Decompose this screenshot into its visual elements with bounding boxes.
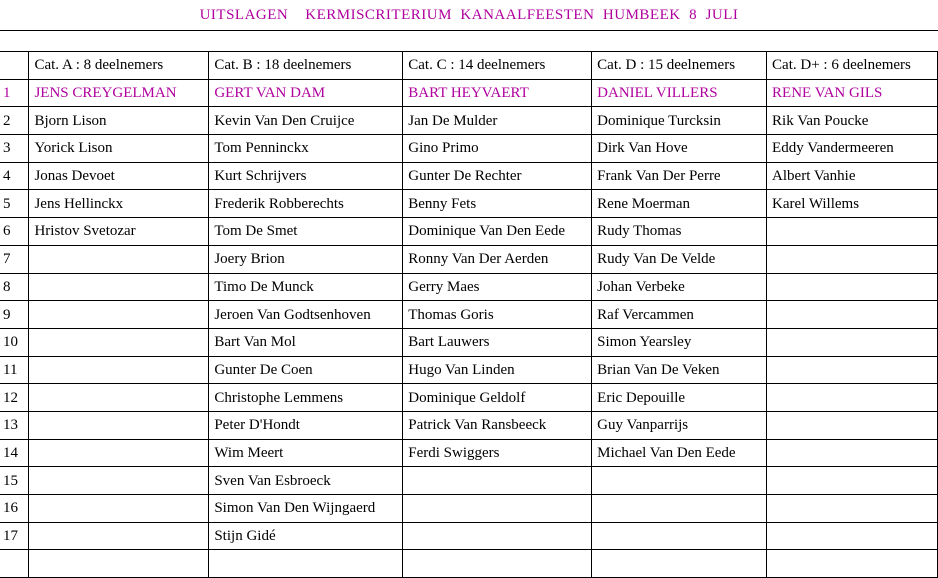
rider-name-cell [767, 245, 938, 273]
rider-name-cell [29, 495, 209, 523]
rider-name-cell [767, 411, 938, 439]
rank-cell: 4 [0, 162, 29, 190]
rider-name-cell [29, 245, 209, 273]
rider-name-cell [592, 467, 767, 495]
rider-name-cell: RENE VAN GILS [767, 79, 938, 107]
rank-cell: 3 [0, 135, 29, 163]
rider-name-cell: Eric Depouille [592, 384, 767, 412]
rider-name-cell [767, 439, 938, 467]
rider-name-cell [767, 495, 938, 523]
table-row [0, 328, 938, 356]
rank-cell: 10 [0, 328, 29, 356]
rank-cell: 6 [0, 218, 29, 246]
rider-name-cell: Joery Brion [209, 245, 403, 273]
rider-name-cell [767, 218, 938, 246]
rider-name-cell: Peter D'Hondt [209, 411, 403, 439]
rider-name-cell: Raf Vercammen [592, 301, 767, 329]
rider-name-cell: Hristov Svetozar [29, 218, 209, 246]
rider-name-cell: Kurt Schrijvers [209, 162, 403, 190]
table-row [0, 384, 938, 412]
rider-name-cell: Bart Van Mol [209, 328, 403, 356]
rider-name-cell: Gerry Maes [403, 273, 592, 301]
rider-name-cell: Gunter De Coen [209, 356, 403, 384]
table-row [0, 190, 938, 218]
table-row [0, 411, 938, 439]
rank-cell: 1 [0, 79, 29, 107]
rider-name-cell: Timo De Munck [209, 273, 403, 301]
rider-name-cell: Brian Van De Veken [592, 356, 767, 384]
rider-name-cell: Tom De Smet [209, 218, 403, 246]
rider-name-cell: Kevin Van Den Cruijce [209, 107, 403, 135]
category-header: Cat. C : 14 deelnemers [403, 52, 592, 80]
rider-name-cell: Eddy Vandermeeren [767, 135, 938, 163]
rider-name-cell [403, 495, 592, 523]
table-row [0, 273, 938, 301]
rider-name-cell: Simon Van Den Wijngaerd [209, 495, 403, 523]
rider-name-cell: Dominique Van Den Eede [403, 218, 592, 246]
category-header: Cat. A : 8 deelnemers [29, 52, 209, 80]
rider-name-cell [403, 522, 592, 550]
table-row [0, 245, 938, 273]
rider-name-cell [29, 411, 209, 439]
header-row [0, 52, 938, 80]
rank-header [0, 52, 29, 80]
rider-name-cell [29, 384, 209, 412]
rider-name-cell [29, 301, 209, 329]
rider-name-cell [29, 550, 209, 578]
category-header: Cat. D : 15 deelnemers [592, 52, 767, 80]
rider-name-cell: Johan Verbeke [592, 273, 767, 301]
rider-name-cell: Jens Hellinckx [29, 190, 209, 218]
rider-name-cell: Rudy Van De Velde [592, 245, 767, 273]
rider-name-cell: GERT VAN DAM [209, 79, 403, 107]
rank-cell [0, 550, 29, 578]
table-row [0, 79, 938, 107]
rider-name-cell: Yorick Lison [29, 135, 209, 163]
rank-cell: 7 [0, 245, 29, 273]
rank-cell: 9 [0, 301, 29, 329]
rider-name-cell: Thomas Goris [403, 301, 592, 329]
rider-name-cell [767, 384, 938, 412]
rider-name-cell: Patrick Van Ransbeeck [403, 411, 592, 439]
rider-name-cell: JENS CREYGELMAN [29, 79, 209, 107]
rider-name-cell [767, 273, 938, 301]
rider-name-cell: Bart Lauwers [403, 328, 592, 356]
title-divider [0, 30, 938, 31]
rank-cell: 14 [0, 439, 29, 467]
rider-name-cell: Frank Van Der Perre [592, 162, 767, 190]
rider-name-cell: Sven Van Esbroeck [209, 467, 403, 495]
rider-name-cell [29, 356, 209, 384]
rider-name-cell: Gino Primo [403, 135, 592, 163]
rider-name-cell: Rik Van Poucke [767, 107, 938, 135]
rider-name-cell: BART HEYVAERT [403, 79, 592, 107]
rider-name-cell: Michael Van Den Eede [592, 439, 767, 467]
rider-name-cell: Jan De Mulder [403, 107, 592, 135]
rider-name-cell: DANIEL VILLERS [592, 79, 767, 107]
rider-name-cell [767, 356, 938, 384]
category-header: Cat. D+ : 6 deelnemers [767, 52, 938, 80]
rank-cell: 15 [0, 467, 29, 495]
rider-name-cell [767, 522, 938, 550]
rider-name-cell: Stijn Gidé [209, 522, 403, 550]
rank-cell: 2 [0, 107, 29, 135]
rider-name-cell: Karel Willems [767, 190, 938, 218]
rider-name-cell [592, 522, 767, 550]
rider-name-cell [592, 495, 767, 523]
rider-name-cell: Tom Penninckx [209, 135, 403, 163]
rider-name-cell [767, 550, 938, 578]
rank-cell: 12 [0, 384, 29, 412]
rider-name-cell [29, 522, 209, 550]
rider-name-cell [209, 550, 403, 578]
rank-cell: 17 [0, 522, 29, 550]
table-row [0, 356, 938, 384]
rank-cell: 5 [0, 190, 29, 218]
rider-name-cell [767, 467, 938, 495]
table-row [0, 550, 938, 578]
rank-cell: 8 [0, 273, 29, 301]
rank-cell: 13 [0, 411, 29, 439]
rider-name-cell: Simon Yearsley [592, 328, 767, 356]
rank-cell: 16 [0, 495, 29, 523]
rider-name-cell: Wim Meert [209, 439, 403, 467]
results-table [0, 51, 938, 578]
rider-name-cell: Bjorn Lison [29, 107, 209, 135]
table-row [0, 522, 938, 550]
rider-name-cell [29, 467, 209, 495]
rider-name-cell [29, 439, 209, 467]
table-row [0, 107, 938, 135]
rider-name-cell [767, 301, 938, 329]
table-row [0, 135, 938, 163]
rank-cell: 11 [0, 356, 29, 384]
rider-name-cell [403, 550, 592, 578]
rider-name-cell: Gunter De Rechter [403, 162, 592, 190]
rider-name-cell: Dominique Geldolf [403, 384, 592, 412]
table-row [0, 218, 938, 246]
table-row [0, 467, 938, 495]
rider-name-cell: Guy Vanparrijs [592, 411, 767, 439]
rider-name-cell [29, 328, 209, 356]
rider-name-cell: Frederik Robberechts [209, 190, 403, 218]
page-title: UITSLAGEN KERMISCRITERIUM KANAALFEESTEN HUMBEEK 8 JULI [199, 7, 739, 23]
rider-name-cell: Jonas Devoet [29, 162, 209, 190]
rider-name-cell: Ronny Van Der Aerden [403, 245, 592, 273]
rider-name-cell [403, 467, 592, 495]
table-row [0, 301, 938, 329]
rider-name-cell: Ferdi Swiggers [403, 439, 592, 467]
rider-name-cell: Jeroen Van Godtsenhoven [209, 301, 403, 329]
rider-name-cell: Albert Vanhie [767, 162, 938, 190]
rider-name-cell: Dominique Turcksin [592, 107, 767, 135]
rider-name-cell: Benny Fets [403, 190, 592, 218]
table-row [0, 162, 938, 190]
rider-name-cell [592, 550, 767, 578]
rider-name-cell [29, 273, 209, 301]
table-row [0, 439, 938, 467]
rider-name-cell: Rudy Thomas [592, 218, 767, 246]
table-row [0, 495, 938, 523]
rider-name-cell: Christophe Lemmens [209, 384, 403, 412]
category-header: Cat. B : 18 deelnemers [209, 52, 403, 80]
rider-name-cell: Hugo Van Linden [403, 356, 592, 384]
rider-name-cell [767, 328, 938, 356]
rider-name-cell: Dirk Van Hove [592, 135, 767, 163]
rider-name-cell: Rene Moerman [592, 190, 767, 218]
